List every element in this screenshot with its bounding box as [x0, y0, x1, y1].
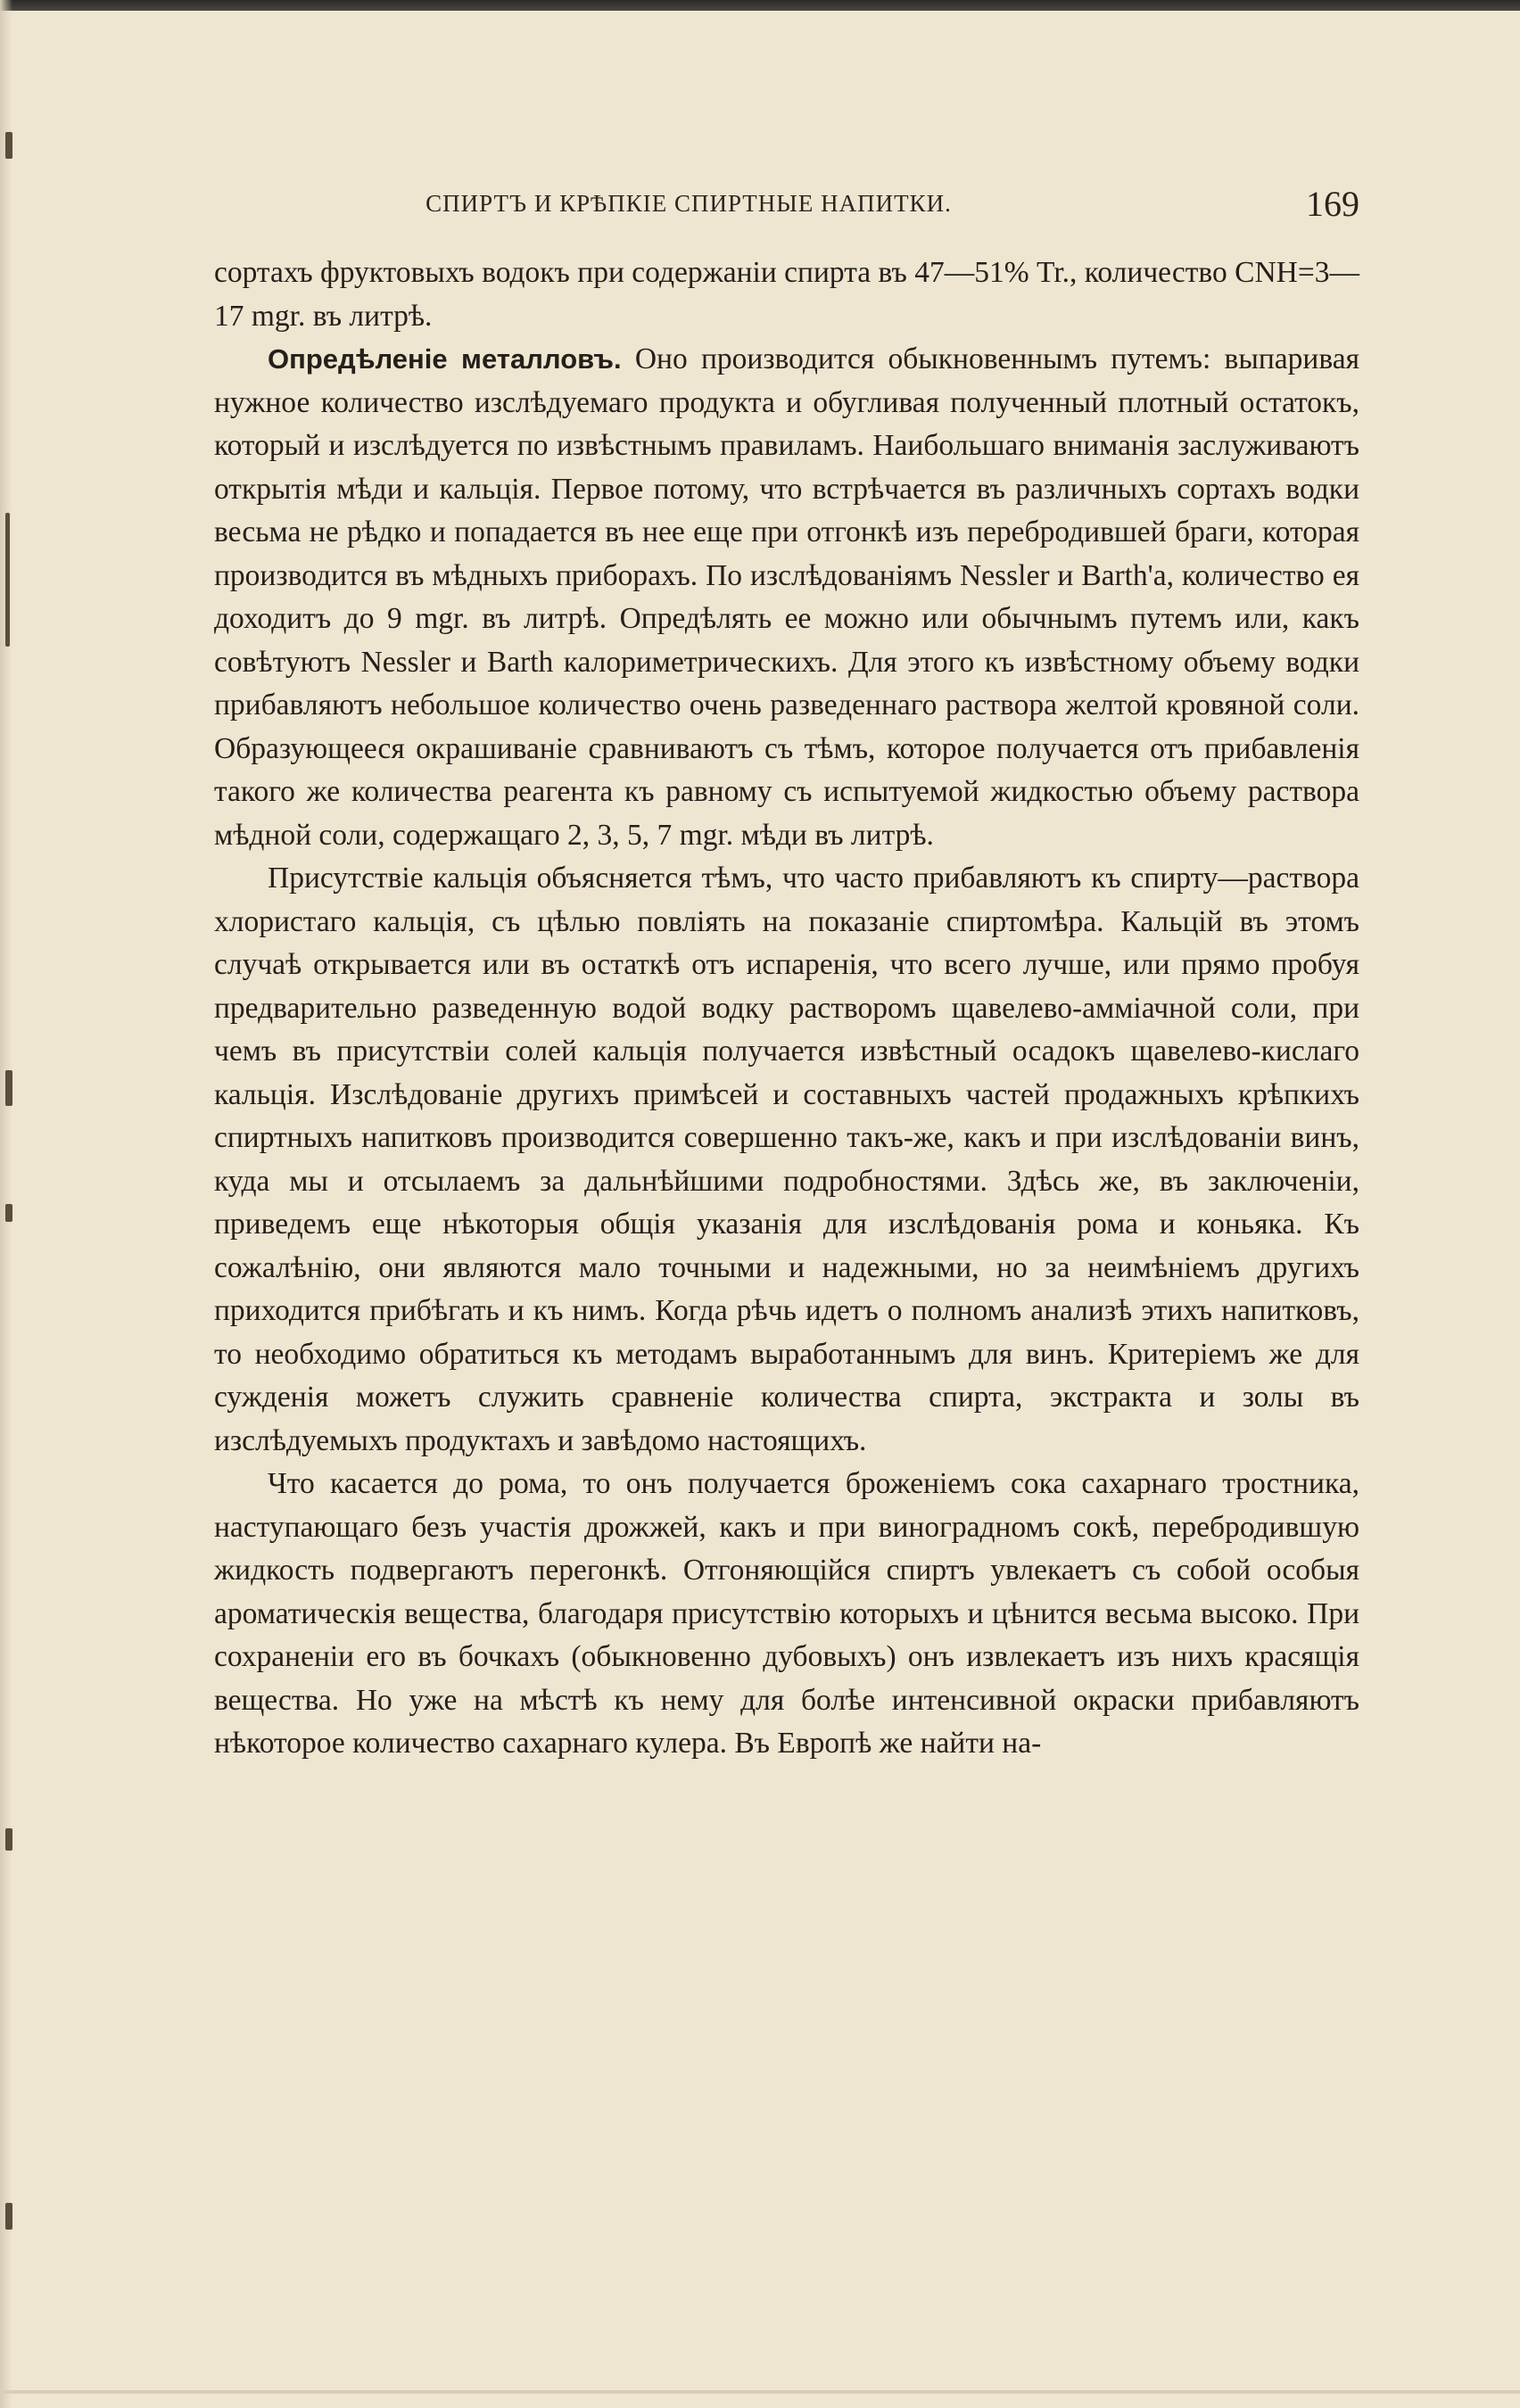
body-text [214, 252, 1359, 1766]
page-header [214, 183, 1359, 227]
margin-mark [5, 1204, 12, 1222]
margin-mark [5, 513, 10, 647]
paragraph-text: Присутствіе кальція объясняется тѣмъ, что часто прибавляютъ къ спирту—раствора хлористаго кальція, съ цѣлью повліять на показаніе спиртомѣра. Кальцій въ этомъ случаѣ открывается или въ остаткѣ отъ испаренія, что всего лучше, или прямо пробуя предварительно разведенную водой водку растворомъ щавелево-амміачной соли, при чемъ въ присутствіи солей кальція получается извѣстный осадокъ щавелево-кислаго кальція. Изслѣдованіе другихъ примѣсей и составныхъ частей продажныхъ крѣпкихъ спиртныхъ напитковъ производится совершенно такъ-же, какъ и при изслѣдованіи винъ, куда мы и отсылаемъ за дальнѣйшими подробностями. Здѣсь же, въ заключеніи, приведемъ еще нѣкоторыя общія указанія для изслѣдованія рома и коньяка. Къ сожалѣнію, они являются мало точными и надежными, но за неимѣніемъ другихъ приходится прибѣгать и къ нимъ. Когда рѣчь идетъ о полномъ анализѣ этихъ напитковъ, то необходимо обратиться къ методамъ выработаннымъ для винъ. Критеріемъ же для сужденія можетъ служить сравненіе количества спирта, экстракта и золы въ изслѣдуемыхъ продуктахъ и завѣдомо настоящихъ. [214, 862, 1359, 1457]
margin-mark [5, 2203, 12, 2230]
paragraph-text: сортахъ фруктовыхъ водокъ при содержаніи спирта въ 47—51% Tr., количество CNH=3—17 mgr. въ литрѣ. [214, 256, 1359, 333]
paragraph [214, 857, 1359, 1463]
margin-mark [5, 132, 12, 159]
section-heading: Опредѣленіе металловъ. [268, 343, 622, 375]
running-title: СПИРТЪ И КРѢПКІЕ СПИРТНЫЕ НАПИТКИ. [425, 190, 952, 217]
paragraph-text: Что касается до рома, то онъ получается броженіемъ сока сахарнаго тростника, наступающаго безъ участія дрожжей, какъ и при виноградномъ сокѣ, перебродившую жидкость подвергаютъ перегонкѣ. Отгоняющійся спиртъ увлекаетъ съ собой особыя ароматическія вещества, благодаря присутствію которыхъ и цѣнится весьма высоко. При сохраненіи его въ бочкахъ (обыкновенно дубовыхъ) онъ извлекаетъ изъ нихъ красящія вещества. Но уже на мѣстѣ къ нему для болѣе интенсивной окраски прибавляютъ нѣкоторое количество сахарнаго кулера. Въ Европѣ же найти на- [214, 1467, 1359, 1760]
page-number: 169 [1306, 184, 1359, 224]
paragraph [214, 1463, 1359, 1766]
page-top-edge [0, 0, 1520, 11]
paragraph [214, 338, 1359, 857]
margin-mark [5, 1828, 12, 1851]
paragraph [214, 252, 1359, 338]
page-bottom-line [0, 2390, 1520, 2394]
paragraph-text: Оно производится обыкновеннымъ путемъ: выпаривая нужное количество изслѣдуемаго продукта и обугливая полученный плотный остатокъ, который и изслѣдуется по извѣстнымъ правиламъ. Наибольшаго вниманія заслуживаютъ открытія мѣди и кальція. Первое потому, что встрѣчается въ различныхъ сортахъ водки весьма не рѣдко и попадается въ нее еще при отгонкѣ изъ перебродившей браги, которая производится въ мѣдныхъ приборахъ. По изслѣдованіямъ Nessler и Barth'a, количество ея доходитъ до 9 mgr. въ литрѣ. Опредѣлять ее можно или обычнымъ путемъ или, какъ совѣтуютъ Nessler и Barth калориметрическихъ. Для этого къ извѣстному объему водки прибавляютъ небольшое количество очень разведеннаго раствора желтой кровяной соли. Образующееся окрашиваніе сравниваютъ съ тѣмъ, которое получается отъ прибавленія такого же количества реагента къ равному съ испытуемой жидкостью объему раствора мѣдной соли, содержащаго 2, 3, 5, 7 mgr. мѣди въ литрѣ. [214, 342, 1359, 852]
margin-mark [5, 1070, 12, 1106]
